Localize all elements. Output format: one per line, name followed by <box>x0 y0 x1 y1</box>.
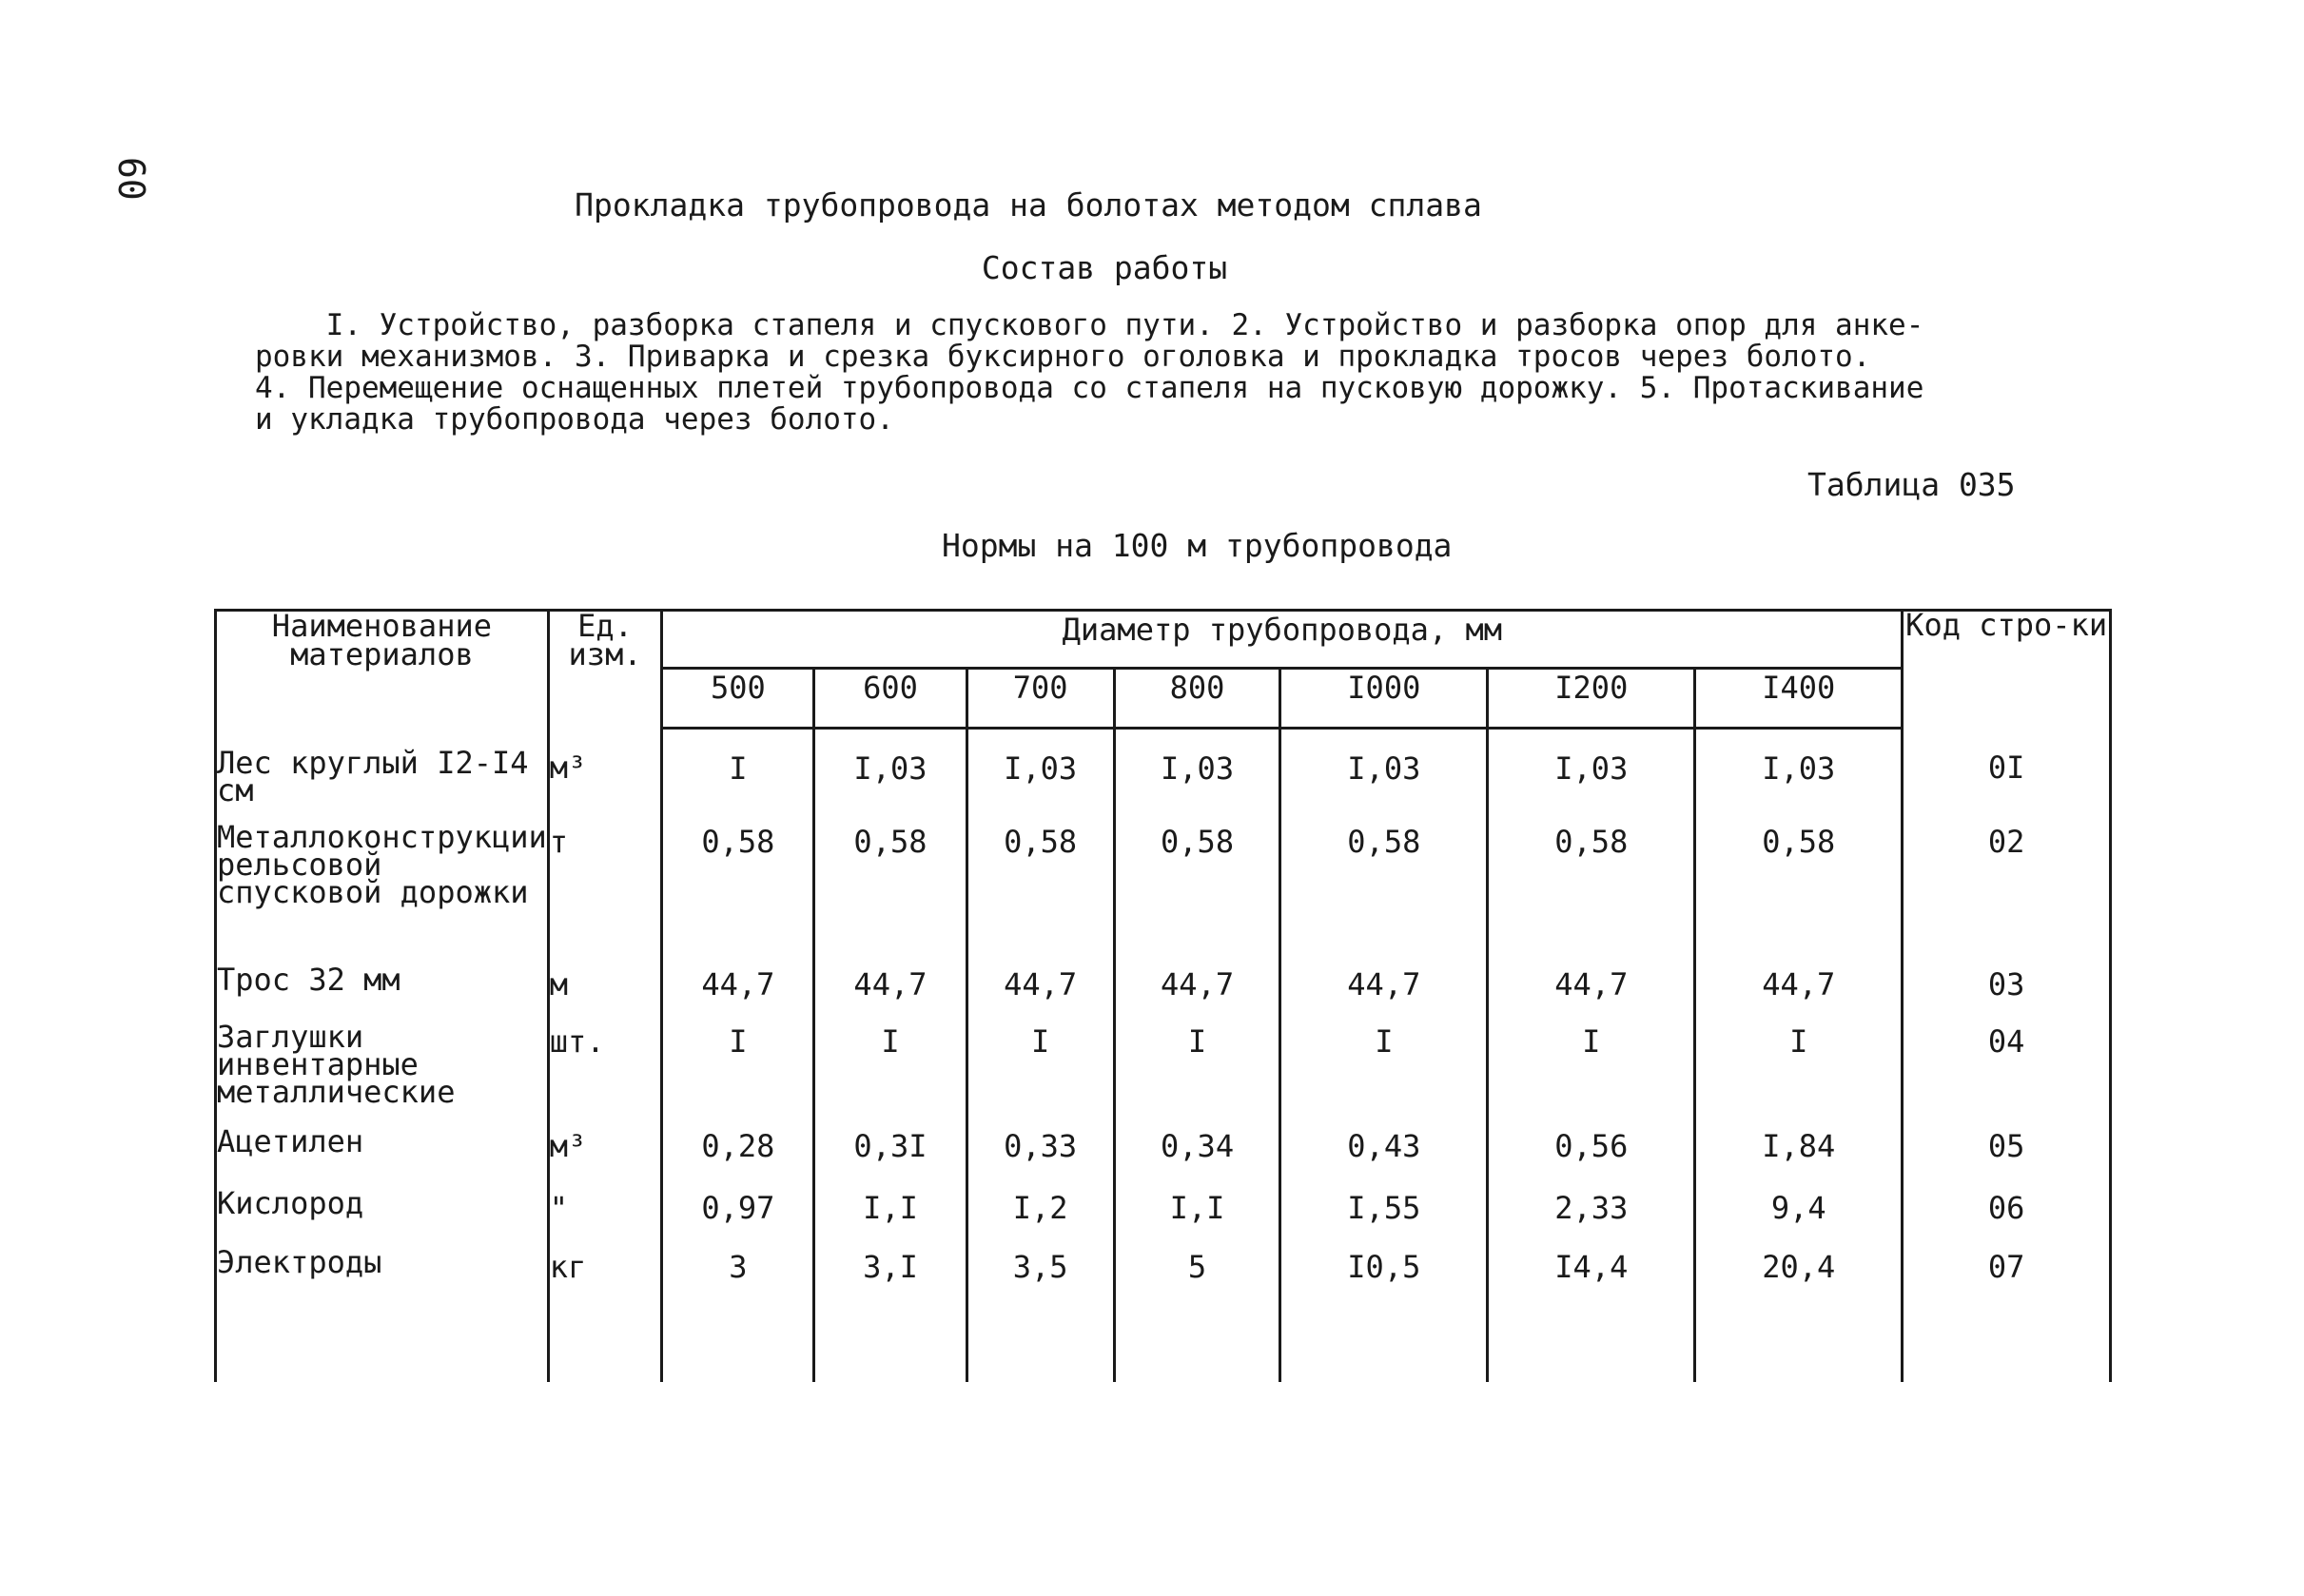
norm-value: 3,I <box>814 1249 967 1315</box>
header-unit: Ед. изм. <box>548 611 662 729</box>
material-name: Электроды <box>216 1249 549 1315</box>
row-code: 06 <box>1903 1190 2111 1249</box>
row-code: 05 <box>1903 1128 2111 1190</box>
header-row-code: Код стро-ки <box>1903 611 2111 729</box>
norm-value: I <box>967 1023 1114 1128</box>
empty-cell <box>216 1315 549 1382</box>
table-number: Таблица 035 <box>1807 466 2016 503</box>
norm-value: I,03 <box>1114 729 1280 824</box>
work-description: I. Устройство, разборка стапеля и спускового пути. 2. Устройство и разборка опор для анке- ровки механизмов. 3. Приварка и срезка буксирного оголовка и прокладка тросов через болото. 4. Перемещение оснащенных плетей трубопровода со стапеля на пусковую дорожку. 5. Протаскивание и укладка трубопровода через болото. <box>255 308 1924 437</box>
norm-value: I4,4 <box>1488 1249 1695 1315</box>
norm-value: 20,4 <box>1695 1249 1903 1315</box>
norm-value: 44,7 <box>814 966 967 1023</box>
norm-value: I <box>1488 1023 1695 1128</box>
empty-cell <box>1114 1315 1280 1382</box>
empty-cell <box>1695 1315 1903 1382</box>
header-diameter: 500 <box>662 669 814 729</box>
norm-value: 5 <box>1114 1249 1280 1315</box>
norm-value: 44,7 <box>1114 966 1280 1023</box>
page-title-text: Прокладка трубопровода на болотах методом сплава <box>575 186 1482 224</box>
header-diameter: 800 <box>1114 669 1280 729</box>
norm-value: 3,5 <box>967 1249 1114 1315</box>
norm-value: I,I <box>814 1190 967 1249</box>
norm-value: I,I <box>1114 1190 1280 1249</box>
norm-value: I <box>1280 1023 1488 1128</box>
norm-value: 0,97 <box>662 1190 814 1249</box>
page-title <box>0 186 1904 224</box>
table-row <box>216 1023 2111 1128</box>
material-name: Кислород <box>216 1190 549 1249</box>
norm-value: I,03 <box>1695 729 1903 824</box>
norm-value: 0,58 <box>1114 824 1280 966</box>
material-unit: кг <box>548 1249 662 1315</box>
material-name: Металлоконструкции рельсовой спусковой дорожки <box>216 824 549 966</box>
norm-value: 0,43 <box>1280 1128 1488 1190</box>
norm-value: I,84 <box>1695 1128 1903 1190</box>
norm-value: 44,7 <box>967 966 1114 1023</box>
material-unit: т <box>548 824 662 966</box>
header-diameter: 700 <box>967 669 1114 729</box>
norm-value: 0,58 <box>814 824 967 966</box>
norm-value: 0,34 <box>1114 1128 1280 1190</box>
norm-value: I,03 <box>1280 729 1488 824</box>
norm-value: 0,58 <box>967 824 1114 966</box>
header-material-name: Наименование материалов <box>216 611 549 729</box>
norm-value: 0,58 <box>1280 824 1488 966</box>
header-diameter: I200 <box>1488 669 1695 729</box>
table-row <box>216 729 2111 824</box>
empty-cell <box>1280 1315 1488 1382</box>
norm-value: 44,7 <box>1280 966 1488 1023</box>
norm-value: 9,4 <box>1695 1190 1903 1249</box>
empty-cell <box>1903 1315 2111 1382</box>
header-diameter: I000 <box>1280 669 1488 729</box>
header-diameter: I400 <box>1695 669 1903 729</box>
norm-value: 0,28 <box>662 1128 814 1190</box>
row-code: 02 <box>1903 824 2111 966</box>
norm-value: 0,58 <box>1695 824 1903 966</box>
header-diameter-group: Диаметр трубопровода, мм <box>662 611 1903 669</box>
empty-cell <box>814 1315 967 1382</box>
norm-value: 0,58 <box>662 824 814 966</box>
material-name: Лес круглый I2-I4 см <box>216 729 549 824</box>
page-subtitle-text: Состав работы <box>981 249 1228 286</box>
material-name: Трос 32 мм <box>216 966 549 1023</box>
empty-cell <box>662 1315 814 1382</box>
norm-value: I <box>1695 1023 1903 1128</box>
norm-value: I,2 <box>967 1190 1114 1249</box>
page-subtitle <box>0 249 2304 286</box>
norm-value: I,03 <box>1488 729 1695 824</box>
norm-value: 44,7 <box>662 966 814 1023</box>
norm-value: I,55 <box>1280 1190 1488 1249</box>
empty-cell <box>967 1315 1114 1382</box>
norm-value: I <box>814 1023 967 1128</box>
row-code: 07 <box>1903 1249 2111 1315</box>
table-row <box>216 966 2111 1023</box>
norms-table <box>214 609 2112 1382</box>
table-row <box>216 1128 2111 1190</box>
norm-value: 0,33 <box>967 1128 1114 1190</box>
norm-value: I <box>662 1023 814 1128</box>
empty-cell <box>548 1315 662 1382</box>
table-row <box>216 1190 2111 1249</box>
table-row <box>216 824 2111 966</box>
page-number: 60 <box>110 157 152 201</box>
norm-value: 44,7 <box>1695 966 1903 1023</box>
norm-value: 0,3I <box>814 1128 967 1190</box>
norm-value: 0,56 <box>1488 1128 1695 1190</box>
norm-value: I,03 <box>967 729 1114 824</box>
table-caption: Нормы на 100 м трубопровода <box>942 527 1453 564</box>
material-unit: м <box>548 966 662 1023</box>
norm-value: I,03 <box>814 729 967 824</box>
norm-value: I0,5 <box>1280 1249 1488 1315</box>
header-diameter: 600 <box>814 669 967 729</box>
norm-value: 0,58 <box>1488 824 1695 966</box>
row-code: 0I <box>1903 729 2111 824</box>
table-row <box>216 1249 2111 1315</box>
norm-value: I <box>662 729 814 824</box>
table-spacer-row <box>216 1315 2111 1382</box>
material-unit: м³ <box>548 1128 662 1190</box>
row-code: 03 <box>1903 966 2111 1023</box>
norm-value: 44,7 <box>1488 966 1695 1023</box>
row-code: 04 <box>1903 1023 2111 1128</box>
norm-value: 2,33 <box>1488 1190 1695 1249</box>
material-unit: " <box>548 1190 662 1249</box>
material-unit: шт. <box>548 1023 662 1128</box>
norm-value: I <box>1114 1023 1280 1128</box>
norm-value: 3 <box>662 1249 814 1315</box>
material-unit: м³ <box>548 729 662 824</box>
material-name: Ацетилен <box>216 1128 549 1190</box>
material-name: Заглушки инвентарные металлические <box>216 1023 549 1128</box>
empty-cell <box>1488 1315 1695 1382</box>
